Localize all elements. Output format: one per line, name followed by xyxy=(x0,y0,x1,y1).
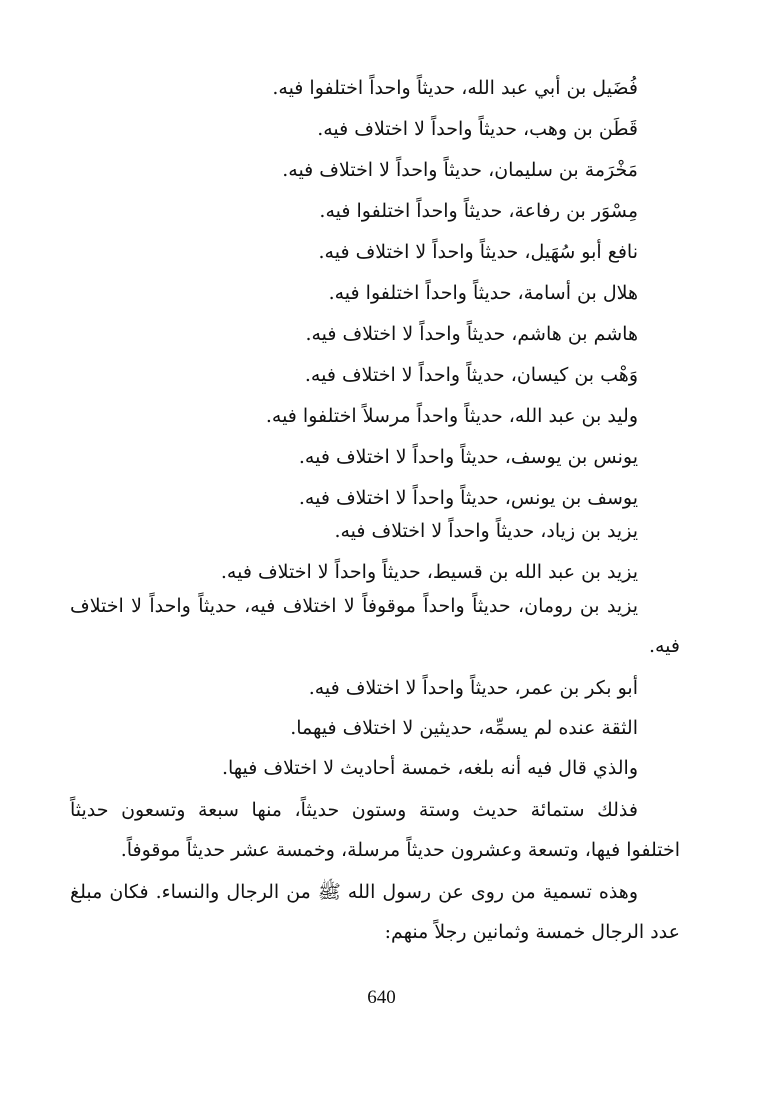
narrator-entry: نافع أبو سُهَيل، حديثاً واحداً لا اختلاف فيه. xyxy=(318,241,638,263)
narrator-entry: مِسْوَر بن رفاعة، حديثاً واحداً اختلفوا فيه. xyxy=(319,200,638,222)
narrator-entry: يوسف بن يونس، حديثاً واحداً لا اختلاف فيه. xyxy=(298,487,638,509)
narrator-entry-long: يزيد بن رومان، حديثاً واحداً موقوفاً لا اختلاف فيه، حديثاً واحداً لا اختلاف فيه. xyxy=(70,595,680,657)
narrator-entry: وليد بن عبد الله، حديثاً واحداً مرسلاً اختلفوا فيه. xyxy=(265,405,638,427)
summary-paragraph: فذلك ستمائة حديث وستة وستون حديثاً، منها سبعة وتسعون حديثاً اختلفوا فيها، وتسعة وعشرون حديثاً مرسلة، وخمسة عشر حديثاً موقوفاً. xyxy=(70,799,680,861)
narrator-entry: هاشم بن هاشم، حديثاً واحداً لا اختلاف فيه. xyxy=(305,323,638,345)
narrator-entry: يزيد بن زياد، حديثاً واحداً لا اختلاف فيه. xyxy=(334,520,638,542)
narrator-entry: مَخْرَمة بن سليمان، حديثاً واحداً لا اختلاف فيه. xyxy=(282,159,638,181)
narrator-entry: الثقة عنده لم يسمِّه، حديثين لا اختلاف فيهما. xyxy=(290,717,638,739)
closing-paragraph: وهذه تسمية من روى عن رسول الله ﷺ من الرجال والنساء. فكان مبلغ عدد الرجال خمسة وثمانين رجلاً منهم: xyxy=(70,881,680,943)
narrator-entry: أبو بكر بن عمر، حديثاً واحداً لا اختلاف فيه. xyxy=(308,677,638,699)
page-number: 640 xyxy=(367,987,396,1008)
narrator-entry: يزيد بن عبد الله بن قسيط، حديثاً واحداً لا اختلاف فيه. xyxy=(220,561,638,583)
narrator-entry: قَطَن بن وهب، حديثاً واحداً لا اختلاف فيه. xyxy=(317,118,638,140)
narrator-entry: يونس بن يوسف، حديثاً واحداً لا اختلاف فيه. xyxy=(298,446,638,468)
page-body xyxy=(70,78,680,952)
narrator-entry: هلال بن أسامة، حديثاً واحداً اختلفوا فيه. xyxy=(328,282,638,304)
narrator-entry: فُضَيل بن أبي عبد الله، حديثاً واحداً اختلفوا فيه. xyxy=(272,77,638,99)
narrator-entry: وَهْب بن كيسان، حديثاً واحداً لا اختلاف فيه. xyxy=(304,364,638,386)
narrator-entry: والذي قال فيه أنه بلغه، خمسة أحاديث لا اختلاف فيها. xyxy=(221,757,638,779)
